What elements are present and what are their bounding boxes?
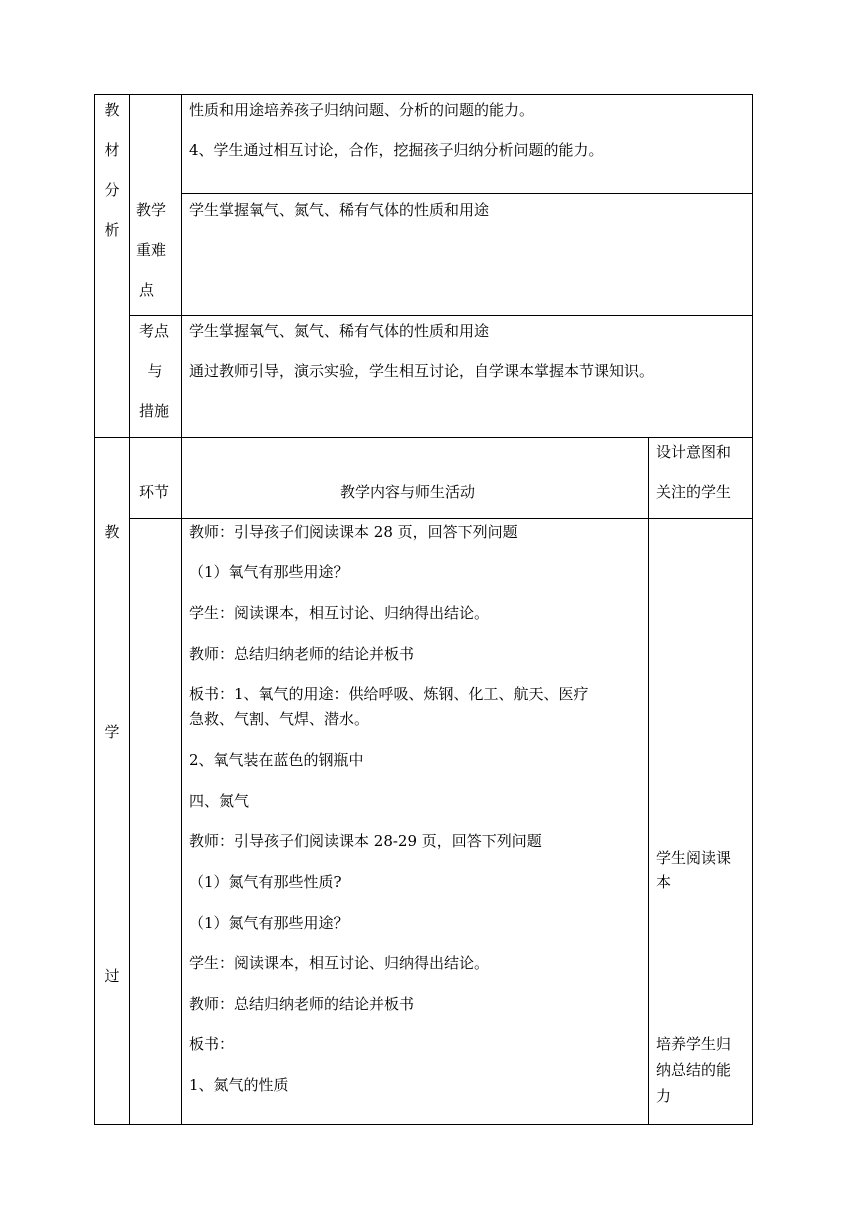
intent-note: 学生阅读课 (656, 849, 732, 867)
intent-note: 培养学生归 (656, 1035, 732, 1053)
content-line: 板书： (189, 1035, 235, 1053)
header-intent: 设计意图和 (656, 443, 732, 461)
column-divider (648, 437, 649, 1125)
header-stage: 环节 (139, 483, 170, 501)
section-label-char: 析 (104, 221, 120, 239)
section-label-char: 分 (104, 181, 120, 199)
key-difficult-label: 重难 (136, 241, 167, 259)
section-label-char: 学 (104, 723, 120, 741)
section-divider (94, 437, 753, 438)
content-line: 教师：总结归纳老师的结论并板书 (189, 645, 415, 663)
content-line: 教师：总结归纳老师的结论并板书 (189, 995, 415, 1013)
content-line: （1）氧气有那些用途？ (189, 563, 349, 581)
table-border-top (94, 94, 753, 95)
table-border-right (752, 94, 753, 1125)
content-line: 四、氮气 (189, 792, 250, 810)
table-border-bottom (94, 1124, 753, 1125)
exam-measures-content: 学生掌握氧气、氮气、稀有气体的性质和用途 (189, 322, 490, 340)
key-difficult-label: 教学 (136, 201, 167, 219)
column-divider (181, 94, 182, 1125)
objective-text: 4、学生通过相互讨论，合作，挖掘孩子归纳分析问题的能力。 (189, 141, 604, 159)
header-content: 教学内容与师生活动 (340, 483, 476, 501)
section-label-char: 材 (104, 141, 120, 159)
key-difficult-label: 点 (139, 281, 155, 299)
intent-note: 本 (656, 873, 672, 891)
row-divider (129, 315, 753, 316)
exam-measures-content: 通过教师引导，演示实验，学生相互讨论，自学课本掌握本节课知识。 (189, 362, 655, 380)
header-divider (129, 518, 753, 519)
intent-note: 力 (656, 1087, 672, 1105)
content-line: 急救、气割、气焊、潜水。 (189, 710, 370, 728)
content-line: 1、氮气的性质 (189, 1076, 289, 1094)
section-label-char: 过 (104, 967, 120, 985)
key-difficult-content: 学生掌握氧气、氮气、稀有气体的性质和用途 (189, 201, 490, 219)
exam-measures-label: 考点 (139, 322, 170, 340)
section-label-char: 教 (104, 101, 120, 119)
row-divider (181, 193, 753, 194)
section-label-char: 教 (104, 523, 120, 541)
content-line: （1）氮气有那些性质? (189, 873, 342, 891)
content-line: 学生：阅读课本，相互讨论、归纳得出结论。 (189, 604, 490, 622)
column-divider (129, 94, 130, 1125)
content-line: 教师：引导孩子们阅读课本 28 页，回答下列问题 (189, 523, 518, 541)
content-line: 板书：1、氧气的用途：供给呼吸、炼钢、化工、航天、医疗 (189, 685, 589, 703)
content-line: 学生：阅读课本，相互讨论、归纳得出结论。 (189, 954, 490, 972)
exam-measures-label: 措施 (139, 402, 170, 420)
content-line: 2、氧气装在蓝色的钢瓶中 (189, 751, 364, 769)
objective-text: 性质和用途培养孩子归纳问题、分析的问题的能力。 (189, 101, 535, 119)
exam-measures-label: 与 (147, 362, 163, 380)
header-intent: 关注的学生 (656, 483, 732, 501)
content-line: （1）氮气有那些用途？ (189, 914, 349, 932)
content-line: 教师：引导孩子们阅读课本 28-29 页，回答下列问题 (189, 832, 542, 850)
intent-note: 纳总结的能 (656, 1061, 732, 1079)
